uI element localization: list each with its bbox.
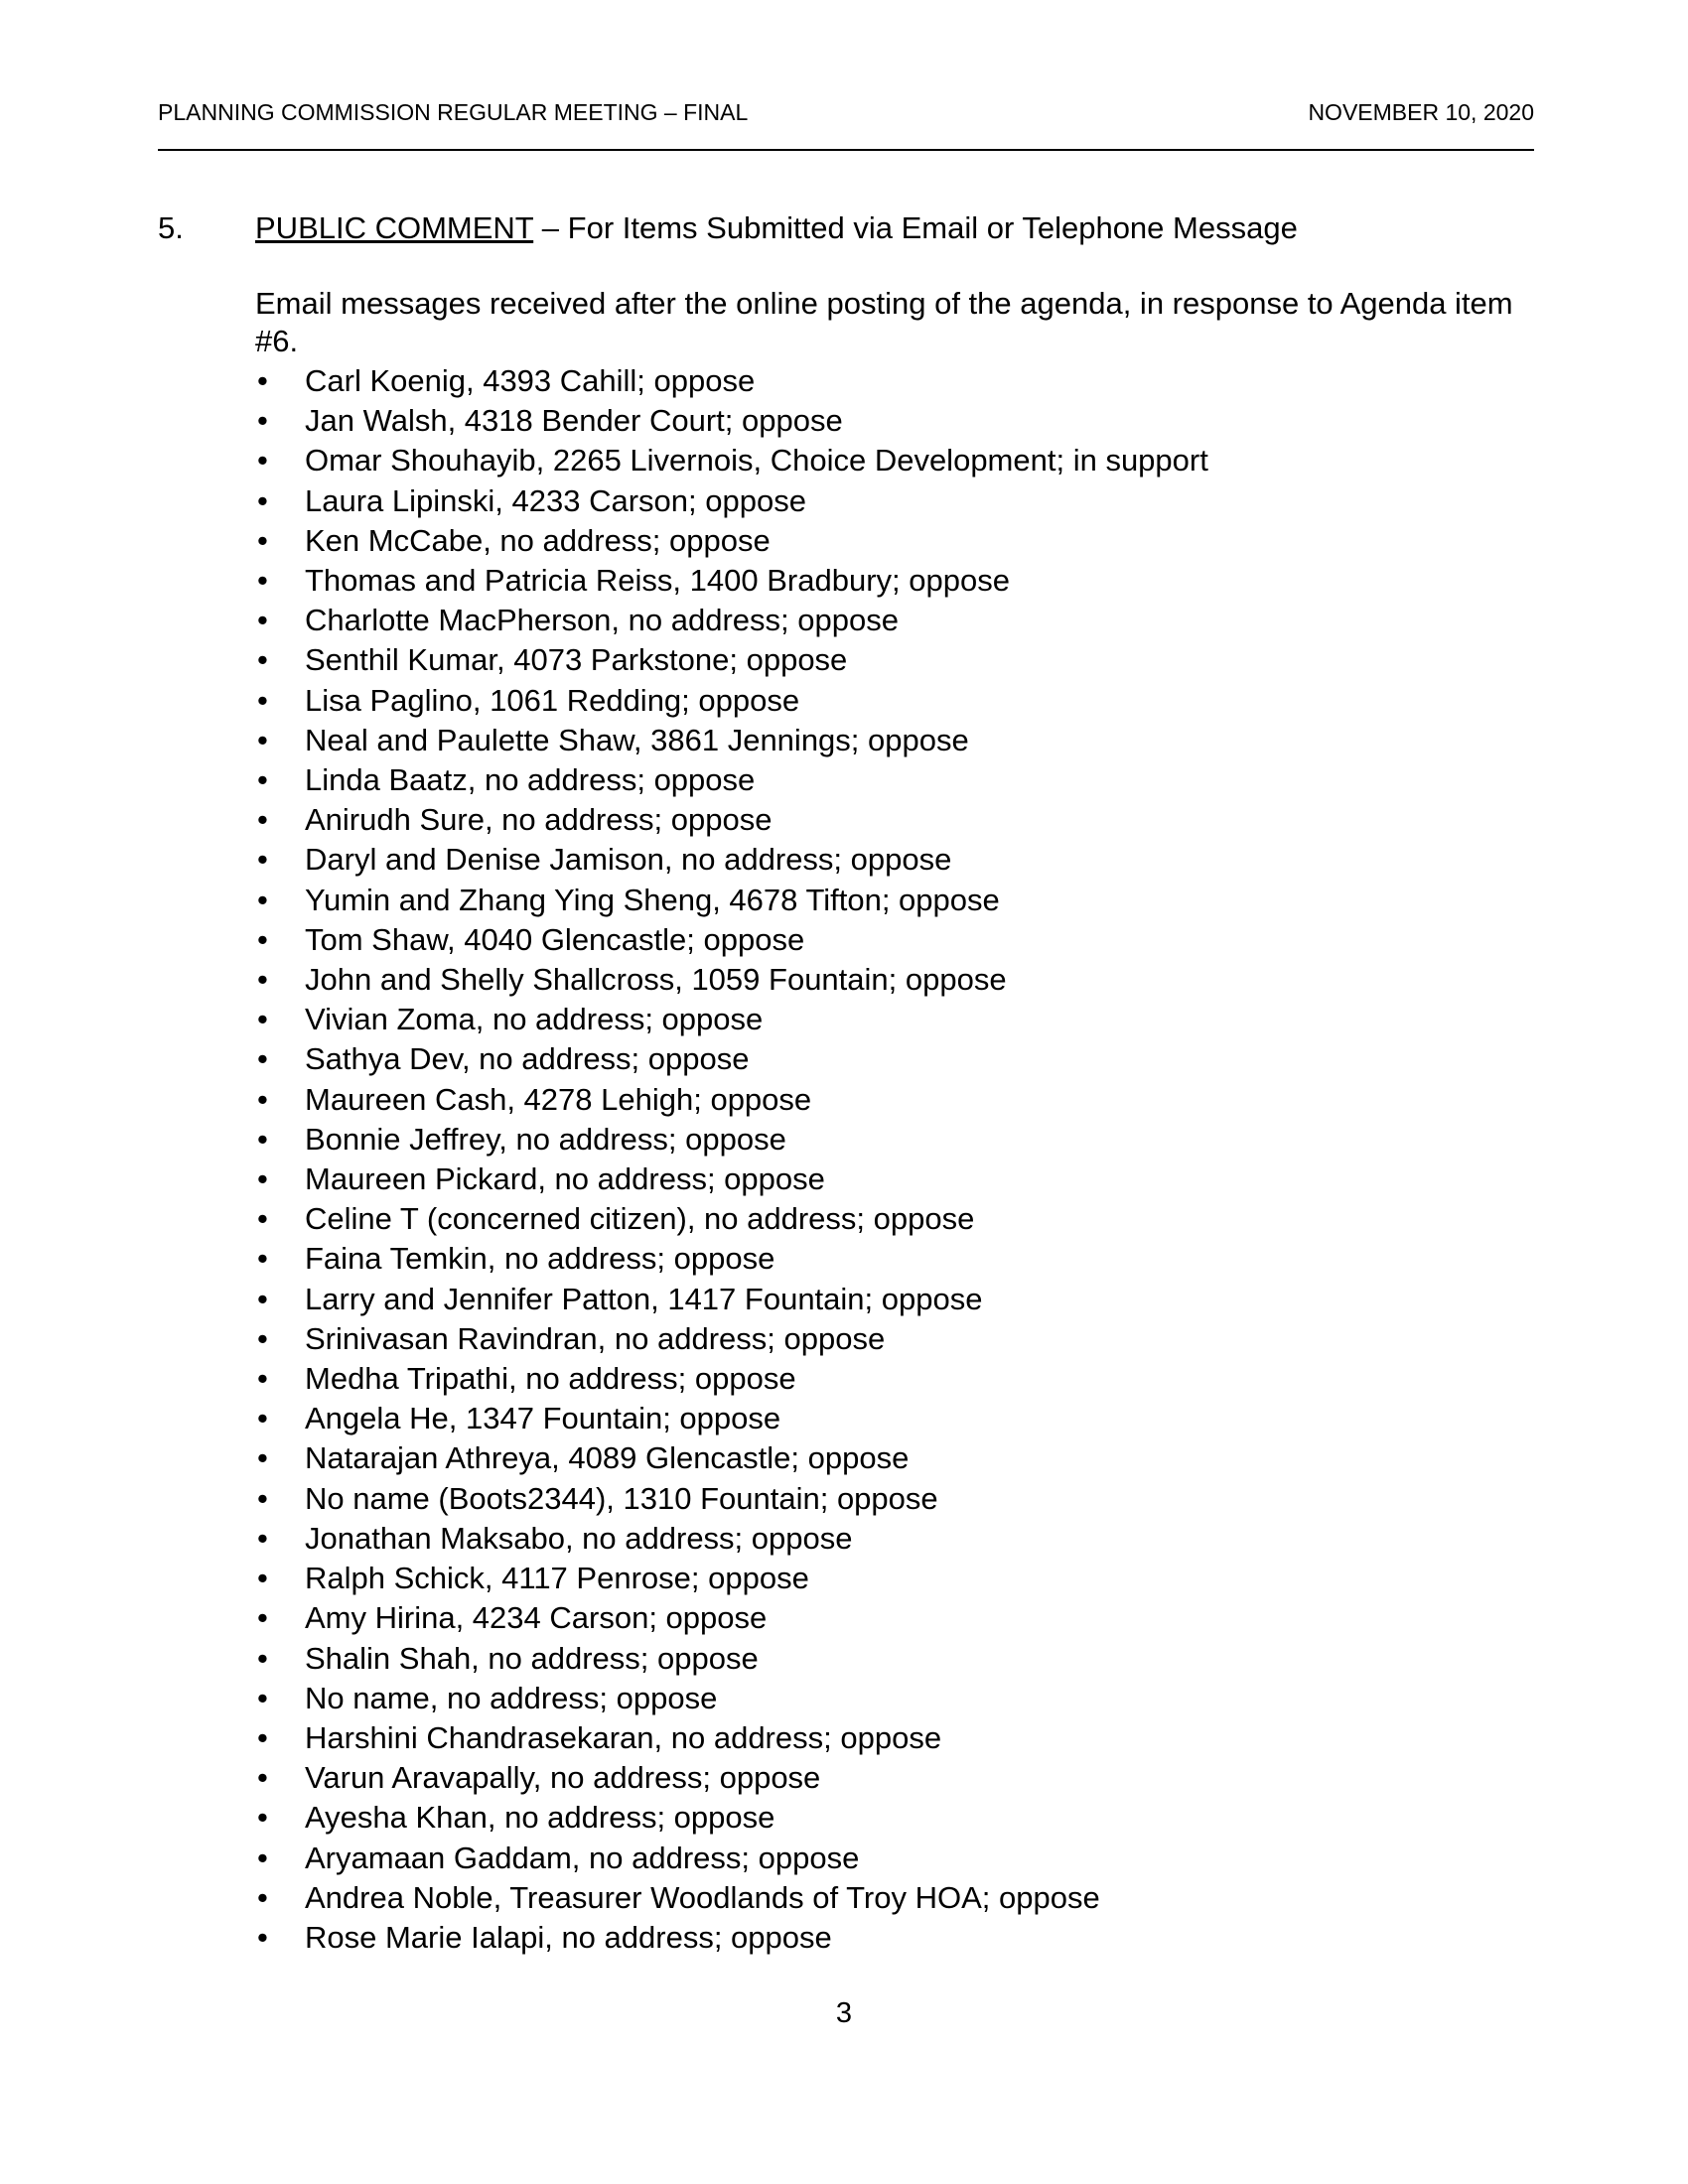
comment-list-item: • Maureen Pickard, no address; oppose <box>255 1160 1534 1199</box>
comment-list-item: • Bonnie Jeffrey, no address; oppose <box>255 1120 1534 1160</box>
comment-list-item: • Laura Lipinski, 4233 Carson; oppose <box>255 481 1534 521</box>
comment-list-item: • Carl Koenig, 4393 Cahill; oppose <box>255 361 1534 401</box>
comment-list-item: • Angela He, 1347 Fountain; oppose <box>255 1399 1534 1438</box>
comment-list-item: • Natarajan Athreya, 4089 Glencastle; oppose <box>255 1438 1534 1478</box>
comment-list-item: • Tom Shaw, 4040 Glencastle; oppose <box>255 920 1534 960</box>
comment-list-item: • Senthil Kumar, 4073 Parkstone; oppose <box>255 640 1534 680</box>
section-heading <box>255 208 1298 248</box>
document-date: NOVEMBER 10, 2020 <box>1308 99 1534 125</box>
page-header <box>158 97 1534 127</box>
comment-list-item: • Aryamaan Gaddam, no address; oppose <box>255 1839 1534 1878</box>
comment-list-item: • John and Shelly Shallcross, 1059 Fountain; oppose <box>255 960 1534 1000</box>
comment-list-item: • Linda Baatz, no address; oppose <box>255 760 1534 800</box>
comment-list-item: • Ken McCabe, no address; oppose <box>255 521 1534 561</box>
comment-list-item: • Charlotte MacPherson, no address; oppose <box>255 601 1534 640</box>
comment-list-item: • Rose Marie Ialapi, no address; oppose <box>255 1918 1534 1958</box>
comment-list-item: • Lisa Paglino, 1061 Redding; oppose <box>255 681 1534 721</box>
comment-list-item: • Ayesha Khan, no address; oppose <box>255 1798 1534 1838</box>
comment-list-item: • Srinivasan Ravindran, no address; oppose <box>255 1319 1534 1359</box>
comment-list-item: • Omar Shouhayib, 2265 Livernois, Choice Development; in support <box>255 441 1534 480</box>
comment-list-item: • Daryl and Denise Jamison, no address; oppose <box>255 840 1534 880</box>
comment-list <box>255 361 1534 1958</box>
document-title: PLANNING COMMISSION REGULAR MEETING – FINAL <box>158 99 749 125</box>
section-subtitle: – For Items Submitted via Email or Telephone Message <box>533 210 1298 245</box>
comment-list-item: • Anirudh Sure, no address; oppose <box>255 800 1534 840</box>
comment-list-item: • Faina Temkin, no address; oppose <box>255 1239 1534 1279</box>
page-number: 3 <box>835 1997 853 2029</box>
comment-list-item: • Harshini Chandrasekaran, no address; oppose <box>255 1718 1534 1758</box>
header-divider <box>158 149 1534 151</box>
comment-list-item: • Larry and Jennifer Patton, 1417 Fountain; oppose <box>255 1280 1534 1319</box>
comment-list-item: • Ralph Schick, 4117 Penrose; oppose <box>255 1559 1534 1598</box>
comment-list-item: • Jan Walsh, 4318 Bender Court; oppose <box>255 401 1534 441</box>
comment-list-item: • Varun Aravapally, no address; oppose <box>255 1758 1534 1798</box>
comment-list-item: • Shalin Shah, no address; oppose <box>255 1639 1534 1679</box>
comment-list-item: • Medha Tripathi, no address; oppose <box>255 1359 1534 1399</box>
comment-list-item: • Neal and Paulette Shaw, 3861 Jennings; oppose <box>255 721 1534 760</box>
comment-list-item: • Vivian Zoma, no address; oppose <box>255 1000 1534 1039</box>
comment-list-item: • Celine T (concerned citizen), no address; oppose <box>255 1199 1534 1239</box>
comment-list-item: • Thomas and Patricia Reiss, 1400 Bradbury; oppose <box>255 561 1534 601</box>
comment-list-item: • Andrea Noble, Treasurer Woodlands of Troy HOA; oppose <box>255 1878 1534 1918</box>
intro-paragraph: Email messages received after the online posting of the agenda, in response to Agenda item #6. <box>255 286 1513 358</box>
comment-list-item: • Yumin and Zhang Ying Sheng, 4678 Tifton; oppose <box>255 881 1534 920</box>
section-number: 5. <box>158 210 184 245</box>
comment-list-item: • Maureen Cash, 4278 Lehigh; oppose <box>255 1080 1534 1120</box>
comment-list-item: • Amy Hirina, 4234 Carson; oppose <box>255 1598 1534 1638</box>
comment-list-item: • No name, no address; oppose <box>255 1679 1534 1718</box>
section-title: PUBLIC COMMENT <box>255 210 534 245</box>
comment-list-item: • Jonathan Maksabo, no address; oppose <box>255 1519 1534 1559</box>
comment-list-item: • No name (Boots2344), 1310 Fountain; oppose <box>255 1479 1534 1519</box>
comment-list-item: • Sathya Dev, no address; oppose <box>255 1039 1534 1079</box>
